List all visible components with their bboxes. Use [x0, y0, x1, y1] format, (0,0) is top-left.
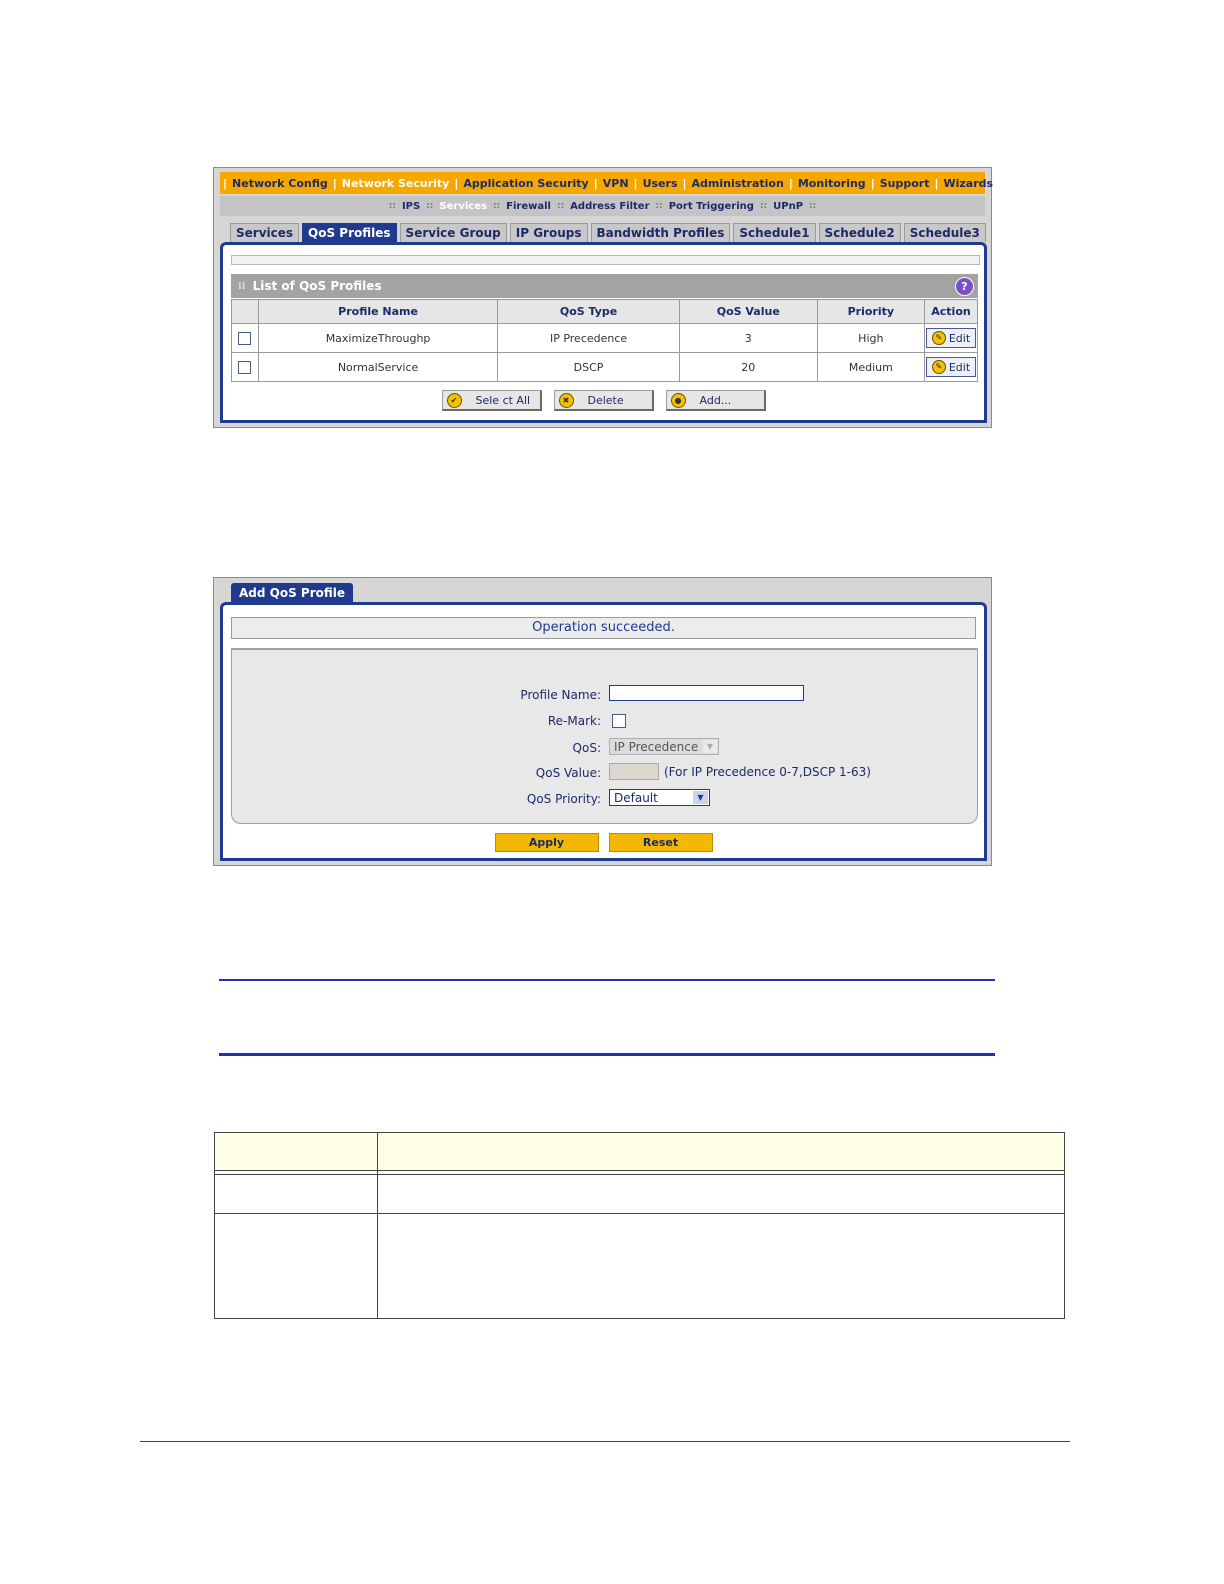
add-circle-icon: ●: [671, 393, 686, 408]
reset-button[interactable]: Reset: [609, 833, 713, 852]
nav-monitoring[interactable]: Monitoring: [797, 176, 866, 190]
settings-description-table: [214, 1132, 1065, 1319]
qos-profiles-table: [231, 299, 978, 382]
nav-network-config[interactable]: Network Config: [232, 176, 328, 190]
row-checkbox[interactable]: [238, 332, 251, 345]
edit-icon: ✎: [932, 360, 946, 374]
nav-network-security[interactable]: Network Security: [341, 176, 450, 190]
remark-row: [232, 711, 977, 731]
qos-value-hint: (For IP Precedence 0-7,DSCP 1-63): [664, 764, 871, 779]
tab-services[interactable]: Services: [230, 223, 299, 242]
delete-circle-icon: ✖: [559, 393, 574, 408]
tab-service-group[interactable]: Service Group: [400, 223, 507, 242]
message-bar: [231, 255, 980, 265]
table-header-row: [215, 1133, 1065, 1171]
nav-users[interactable]: Users: [642, 176, 678, 190]
nav-vpn[interactable]: VPN: [602, 176, 629, 190]
apply-button[interactable]: Apply: [495, 833, 599, 852]
table-row: [215, 1214, 1065, 1319]
select-all-label: Sele ct All: [475, 393, 531, 407]
edit-icon: ✎: [932, 331, 946, 345]
column-header-priority: Priority: [817, 300, 924, 324]
subnav-port-triggering[interactable]: Port Triggering: [668, 200, 754, 212]
tab-add-qos-profile[interactable]: Add QoS Profile: [231, 583, 353, 603]
subnav-services[interactable]: Services: [439, 200, 487, 212]
edit-button[interactable]: [926, 357, 976, 377]
tab-bandwidth-profiles[interactable]: Bandwidth Profiles: [591, 223, 731, 242]
qos-row: [232, 738, 977, 758]
table-cell: [215, 1175, 378, 1214]
section-header: [231, 274, 978, 298]
edit-button[interactable]: [926, 328, 976, 348]
table-cell: [215, 1214, 378, 1319]
profile-name-label: Profile Name:: [520, 688, 601, 702]
action-cell: [925, 324, 978, 353]
grip-icon: ⁞⁞: [238, 280, 246, 292]
table-cell: [378, 1175, 1065, 1214]
add-qos-form: [231, 649, 978, 824]
sub-nav: :: IPS :: Services :: Firewall :: Address Filter :: Port Triggering :: UPnP ::: [220, 196, 985, 216]
row-select-cell: [232, 353, 259, 382]
tab-qos-profiles[interactable]: QoS Profiles: [302, 223, 397, 242]
status-message: Operation succeeded.: [231, 617, 976, 639]
form-buttons: [223, 833, 984, 852]
profile-name-cell: MaximizeThroughp: [258, 324, 497, 353]
priority-cell: Medium: [817, 353, 924, 382]
profile-name-cell: NormalService: [258, 353, 497, 382]
remark-label: Re-Mark:: [547, 714, 601, 728]
table-row: [232, 324, 978, 353]
qos-type-select[interactable]: [609, 738, 719, 755]
nav-administration[interactable]: Administration: [691, 176, 784, 190]
nav-wizards[interactable]: Wizards: [943, 176, 994, 190]
subnav-address-filter[interactable]: Address Filter: [570, 200, 650, 212]
tab-schedule2[interactable]: Schedule2: [819, 223, 901, 242]
delete-label: Delete: [587, 393, 624, 407]
column-header-select: [232, 300, 259, 324]
delete-button[interactable]: [554, 390, 654, 411]
qos-priority-value: Default: [614, 790, 658, 805]
tab-ip-groups[interactable]: IP Groups: [510, 223, 588, 242]
subnav-upnp[interactable]: UPnP: [773, 200, 804, 212]
subnav-ips[interactable]: IPS: [401, 200, 421, 212]
edit-label: Edit: [948, 331, 971, 345]
qos-priority-row: [232, 789, 977, 809]
row-checkbox[interactable]: [238, 361, 251, 374]
row-select-cell: [232, 324, 259, 353]
subnav-firewall[interactable]: Firewall: [506, 200, 551, 212]
qos-value-cell: 20: [679, 353, 817, 382]
column-header-qos-type: QoS Type: [498, 300, 680, 324]
add-qos-panel: [220, 602, 987, 861]
qos-priority-label: QoS Priority:: [526, 792, 601, 806]
qos-type-value: IP Precedence: [614, 739, 699, 754]
qos-type-cell: IP Precedence: [498, 324, 680, 353]
section-title: List of QoS Profiles: [252, 279, 382, 293]
column-header-qos-value: QoS Value: [679, 300, 817, 324]
table-cell: [378, 1214, 1065, 1319]
nav-support[interactable]: Support: [879, 176, 930, 190]
main-nav: | Network Config | Network Security | Application Security | VPN | Users | Administration | Monitoring | Support | Wizards |: [220, 172, 985, 194]
qos-priority-select[interactable]: [609, 789, 710, 806]
note-top-rule: [219, 979, 995, 981]
priority-cell: High: [817, 324, 924, 353]
header-cell-setting: [215, 1133, 378, 1171]
tab-schedule3[interactable]: Schedule3: [904, 223, 986, 242]
list-action-buttons: [223, 390, 984, 411]
add-button[interactable]: [666, 390, 766, 411]
select-all-button[interactable]: [442, 390, 542, 411]
qos-list-screenshot: [213, 167, 1003, 428]
profile-name-input[interactable]: [609, 685, 804, 701]
table-row: [232, 353, 978, 382]
qos-value-cell: 3: [679, 324, 817, 353]
nav-application-security[interactable]: Application Security: [463, 176, 589, 190]
header-cell-description: [378, 1133, 1065, 1171]
check-circle-icon: ✔: [447, 393, 462, 408]
profile-name-row: [232, 685, 977, 705]
column-header-profile-name: Profile Name: [258, 300, 497, 324]
remark-checkbox[interactable]: [612, 714, 626, 728]
qos-type-cell: DSCP: [498, 353, 680, 382]
tab-bar: [230, 223, 989, 242]
add-label: Add...: [699, 393, 732, 407]
table-row: [215, 1175, 1065, 1214]
qos-value-input[interactable]: [609, 763, 659, 780]
tab-schedule1[interactable]: Schedule1: [733, 223, 815, 242]
footer-rule: [140, 1441, 1070, 1442]
qos-list-panel: [220, 242, 987, 423]
add-qos-profile-screenshot: [213, 577, 992, 866]
chevron-down-icon: ▼: [693, 791, 708, 804]
note-bottom-rule: [219, 1053, 995, 1056]
chevron-down-icon: ▼: [703, 740, 717, 753]
help-icon[interactable]: ?: [955, 277, 974, 296]
edit-label: Edit: [948, 360, 971, 374]
qos-value-row: [232, 763, 977, 783]
qos-label: QoS:: [572, 741, 601, 755]
action-cell: [925, 353, 978, 382]
qos-value-label: QoS Value:: [535, 766, 601, 780]
column-header-action: Action: [925, 300, 978, 324]
